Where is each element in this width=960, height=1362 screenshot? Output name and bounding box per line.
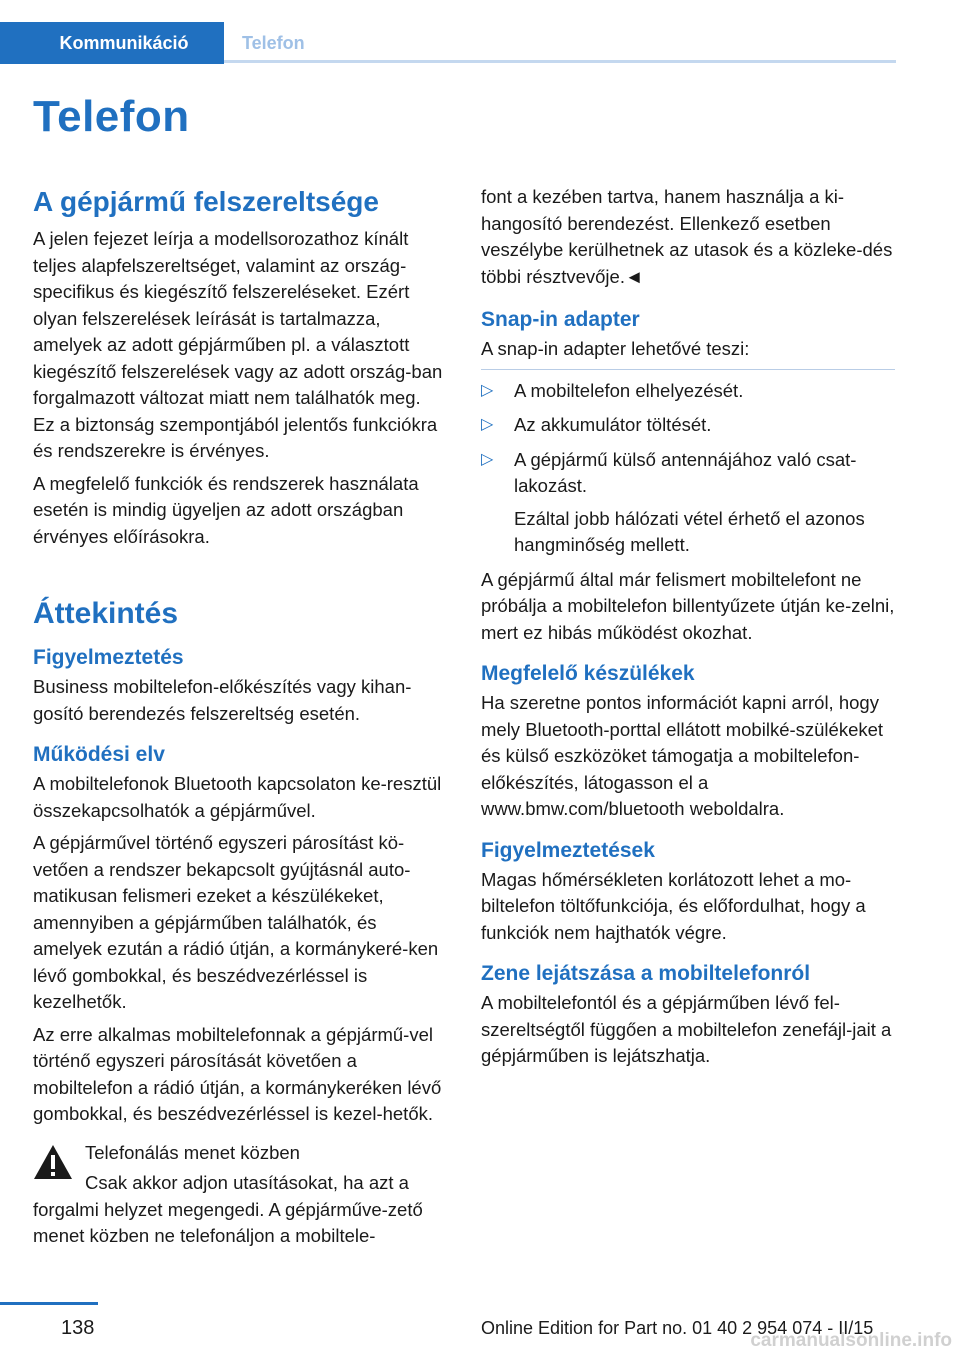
edition-text: Online Edition for Part no. 01 40 2 954 074 - II/15 xyxy=(481,1318,874,1338)
heading-note: Figyelmeztetés xyxy=(33,646,184,669)
list-item: ▷ A gépjármű külső antennájához való csat-lakozást. Ezáltal jobb hálózati vétel érhető el azonos hangminőség mellett. xyxy=(481,447,895,559)
paragraph-principle-2: A gépjárművel történő egyszeri párosítást kö-vetően a rendszer bekapcsolt gyújtásnál auto-matikusan felismeri ezeket a készülékeket, amennyiben a gépjárműben találhatók, és amelyek ezután a rádió útján, a kormánykeré-ken lévő gombokkal, és beszédvezérléssel is kezelhetők. xyxy=(33,832,439,1012)
triangle-bullet-icon: ▷ xyxy=(481,450,494,468)
paragraph-music: A mobiltelefontól és a gépjárműben lévő fel-szereltségtől függően a mobiltelefon zenefájl-jait a gépjárműben is lejátszhatja. xyxy=(481,992,892,1066)
paragraph-equipment-1: A jelen fejezet leírja a modellsorozathoz kínált teljes alapfelszereltséget, valamint az ország-specifikus és kiegészítő felszereléseket. Ezért olyan felszerelések leírását is tartalmazza, amelyek az adott gépjárműben pl. a választott kiegészítő felszerelések vagy az adott ország-ban forgalmazott változat miatt nem találhatók meg. Ez a biztonság szempontjából jelentős funkciókra és rendszerekre is érvényes. xyxy=(33,228,443,461)
snap-in-list xyxy=(481,378,895,559)
warning-icon xyxy=(33,1144,73,1180)
paragraph-note: Business mobiltelefon-előkészítés vagy kihan-gosító berendezés felszereltség esetén. xyxy=(33,676,412,724)
warning-title: Telefonálás menet közben xyxy=(85,1141,300,1163)
warning-text: Csak akkor adjon utasításokat, ha azt a forgalmi helyzet megengedi. A gépjárműve-zető menet közben ne telefonáljon a mobiltele- xyxy=(33,1172,423,1246)
page-title: Telefon xyxy=(33,92,190,141)
paragraph-principle-3: Az erre alkalmas mobiltelefonnak a gépjármű-vel történő egyszeri párosítását követően a mobiltelefon a rádió útján, a kormánykeréken lévő gombokkal, és beszédvezérléssel is kezel-hetők. xyxy=(33,1023,442,1124)
paragraph-recognized-phone: A gépjármű által már felismert mobiltelefont ne próbálja a mobiltelefon billentyűzete útján ke-zelni, mert ez hibás működést okozhat. xyxy=(481,568,895,643)
paragraph-principle-1: A mobiltelefonok Bluetooth kapcsolaton ke-resztül összekapcsolhatók a gépjárművel. xyxy=(33,773,442,821)
paragraph-notes: Magas hőmérsékleten korlátozott lehet a mo-biltelefon töltőfunkciója, és előfordulhat, hogy a funkciók nem hajthatók végre. xyxy=(481,868,866,943)
list-divider xyxy=(481,369,895,370)
list-item: ▷ A mobiltelefon elhelyezését. xyxy=(481,378,895,405)
warning-box xyxy=(33,1140,447,1250)
paragraph-devices: Ha szeretne pontos információt kapni arról, hogy mely Bluetooth-porttal ellátott mobilké-szülékeket és külső eszközöket támogatja a mobiltelefon-előkészítés, látogasson el a www.bmw.com/bluetooth weboldalra. xyxy=(481,692,884,819)
chapter-header xyxy=(0,22,896,64)
list-item-subtext: Ezáltal jobb hálózati vétel érhető el azonos hangminőség mellett. xyxy=(514,507,865,555)
tab-kommunikacio[interactable]: Kommunikáció xyxy=(0,22,224,64)
left-column xyxy=(33,184,447,1254)
heading-snap-in: Snap-in adapter xyxy=(481,308,640,331)
header-divider xyxy=(224,60,896,63)
heading-music: Zene lejátszása a mobiltelefonról xyxy=(481,962,811,985)
right-column xyxy=(481,184,895,1076)
heading-principle: Működési elv xyxy=(33,743,165,766)
list-item: ▷ Az akkumulátor töltését. xyxy=(481,412,895,439)
tab-telefon[interactable]: Telefon xyxy=(242,32,305,53)
heading-overview: Áttekintés xyxy=(33,597,179,630)
heading-devices: Megfelelő készülékek xyxy=(481,662,695,685)
triangle-bullet-icon: ▷ xyxy=(481,416,494,433)
paragraph-warning-continued: font a kezében tartva, hanem használja a ki-hangosító berendezést. Ellenkező esetben veszélybe kerülhetnek az utasok és a közleke-dés többi résztvevője.◄ xyxy=(481,186,893,287)
triangle-bullet-icon: ▷ xyxy=(481,381,494,399)
page-number: 138 xyxy=(61,1317,95,1339)
heading-notes: Figyelmeztetések xyxy=(481,838,655,862)
paragraph-equipment-2: A megfelelő funkciók és rendszerek használata esetén is mindig ügyeljen az adott országban érvényes előírásokra. xyxy=(33,472,419,547)
heading-equipment: A gépjármű felszereltsége xyxy=(33,186,379,217)
footer-accent-line xyxy=(0,1302,98,1305)
paragraph-snap-in: A snap-in adapter lehetővé teszi: xyxy=(481,338,750,359)
watermark: carmanualsonline.info xyxy=(750,1330,952,1351)
